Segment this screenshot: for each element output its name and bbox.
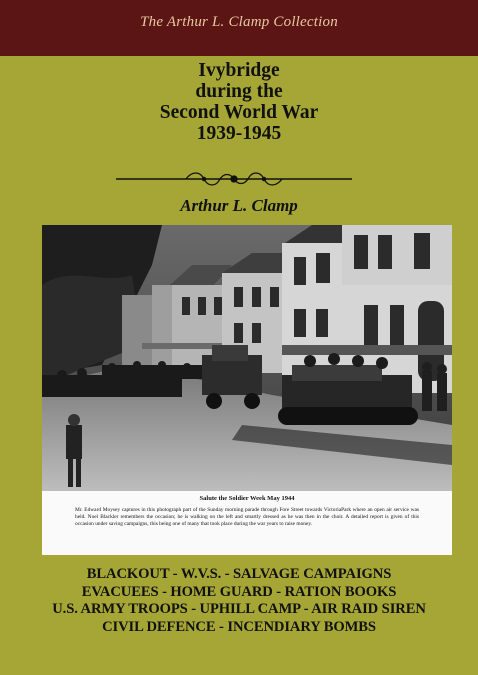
book-title xyxy=(0,60,478,144)
topics-line-2: EVACUEES - HOME GUARD - RATION BOOKS xyxy=(81,583,397,600)
photo-caption-title: Salute the Soldier Week May 1944 xyxy=(199,495,295,502)
topics-line-1: BLACKOUT - W.V.S. - SALVAGE CAMPAIGNS xyxy=(86,566,392,582)
photo-caption-text: Mr. Edward Moysey captures in this photograph part of the Sunday morning parade through Fore Street towards VictoriaPark where an open air service was held. Noel Blackler remembers the occasion; he is walking on the left and smartly dressed as he was then in the choir. A detailed report is given of this occasion under saving campaigns, this being one of many that took place during the war years to raise money. xyxy=(75,507,419,527)
ornament-divider-icon xyxy=(116,172,352,186)
title-line-2: during the xyxy=(195,81,283,102)
topics-list xyxy=(0,566,478,636)
title-line-3: Second World War xyxy=(159,102,319,123)
collection-name: The Arthur L. Clamp Collection xyxy=(140,13,338,30)
author-name: Arthur L. Clamp xyxy=(180,196,298,215)
title-line-1: Ivybridge xyxy=(198,60,280,81)
collection-banner xyxy=(0,0,478,56)
photo-panel xyxy=(42,225,452,555)
topics-line-4: CIVIL DEFENCE - INCENDIARY BOMBS xyxy=(102,618,376,635)
title-line-4: 1939-1945 xyxy=(196,123,282,144)
topics-line-3: U.S. ARMY TROOPS - UPHILL CAMP - AIR RAID SIREN xyxy=(52,601,426,617)
parade-photograph xyxy=(42,225,452,491)
